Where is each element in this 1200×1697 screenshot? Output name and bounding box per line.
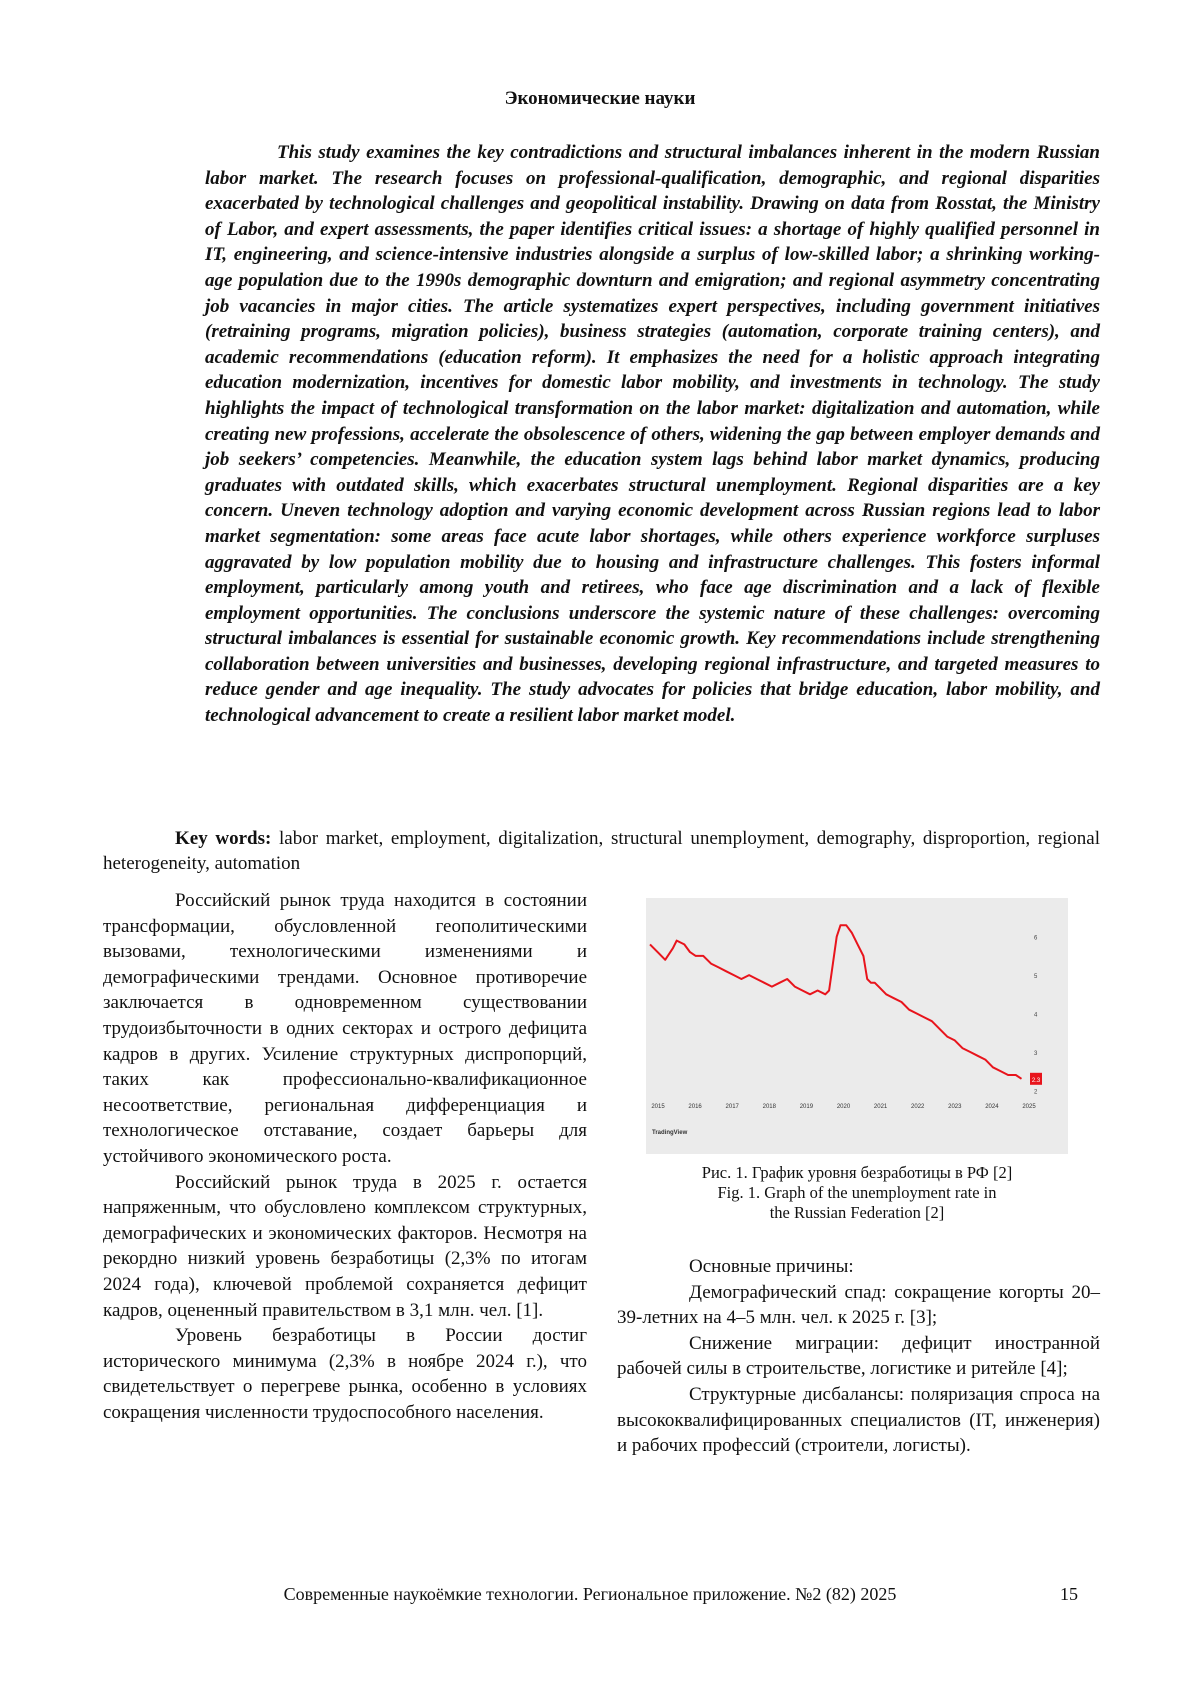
y-tick-label: 6	[1034, 935, 1038, 942]
x-tick-label: 2018	[762, 1104, 776, 1110]
unemployment-chart	[646, 898, 1068, 1154]
x-tick-label: 2022	[911, 1104, 925, 1110]
x-tick-label: 2016	[688, 1104, 702, 1110]
y-tick-label: 5	[1034, 974, 1038, 981]
keywords-text: labor market, employment, digitalization, structural unemployment, demography, disproportion, regional heterogeneity, automation	[103, 828, 1100, 874]
last-value-label: 2.3	[1031, 1077, 1041, 1084]
left-paragraph-3: Уровень безработицы в России достиг исторического минимума (2,3% в ноябре 2024 г.), что свидетельствует о перегреве рынка, особенно в условиях сокращения численности трудоспособного населения.	[103, 1325, 587, 1423]
x-tick-label: 2024	[985, 1104, 999, 1110]
x-tick-label: 2025	[1022, 1104, 1036, 1110]
x-tick-label: 2021	[873, 1104, 888, 1110]
page-number: 15	[1060, 1584, 1078, 1604]
left-paragraph-1: Российский рынок труда находится в состоянии трансформации, обусловленной геополитическими вызовами, технологическими изменениями и демографическими трендами. Основное противоречие заключается в одновременном существовании трудоизбыточности в одних секторах и острого дефицита кадров в других. Усиление структурных диспропорций, таких как профессионально-квалификационное несоответствие, региональная дифференциация и технологическое отставание, создает барьеры для устойчивого экономического роста.	[103, 890, 587, 1167]
right-column	[617, 1254, 1100, 1459]
section-title: Экономические науки	[504, 88, 696, 109]
x-tick-label: 2023	[948, 1104, 962, 1110]
figure-caption-ru: Рис. 1. График уровня безработицы в РФ [2]	[701, 1163, 1013, 1182]
abstract: This study examines the key contradictions and structural imbalances inherent in the modern Russian labor market. The research focuses on professional-qualification, demographic, and regional disparities exacerbated by technological challenges and geopolitical instability. Drawing on data from Rosstat, the Ministry of Labor, and expert assessments, the paper identifies critical issues: a shortage of highly qualified personnel in IT, engineering, and science-intensive industries alongside a surplus of low-skilled labor; a shrinking working-age population due to the 1990s demographic downturn and emigration; and regional asymmetry concentrating job vacancies in major cities. The article systematizes expert perspectives, including government initiatives (retraining programs, migration policies), business strategies (automation, corporate training centers), and academic recommendations (education reform). It emphasizes the need for a holistic approach integrating education modernization, incentives for domestic labor mobility, and investments in technology. The study highlights the impact of technological transformation on the labor market: digitalization and automation, while creating new professions, accelerate the obsolescence of others, widening the gap between employer demands and job seekers’ competencies. Meanwhile, the education system lags behind labor market dynamics, producing graduates with outdated skills, which exacerbates structural unemployment. Regional disparities are a key concern. Uneven technology adoption and varying economic development across Russian regions lead to labor market segmentation: some areas face acute labor shortages, while others experience workforce surpluses aggravated by low population mobility due to housing and infrastructure challenges. This fosters informal employment, particularly among youth and retirees, who face age discrimination and a lack of flexible employment opportunities. The conclusions underscore the systemic nature of these challenges: overcoming structural imbalances is essential for sustainable economic growth. Key recommendations include strengthening collaboration between universities and businesses, developing regional infrastructure, and targeted measures to reduce gender and age inequality. The study advocates for policies that bridge education, labor mobility, and technological advancement to create a resilient labor market model.	[205, 142, 1100, 727]
right-paragraph-4: Структурные дисбалансы: поляризация спроса на высококвалифицированных специалистов (IT, инженерия) и рабочих профессий (строители, логисты).	[617, 1383, 1100, 1457]
left-paragraph-2: Российский рынок труда в 2025 г. остается напряженным, что обусловлено комплексом структурных, демографических и экономических факторов. Несмотря на рекордно низкий уровень безработицы (2,3% по итогам 2024 года), ключевой проблемой сохраняется дефицит кадров, оцененный правительством в 3,1 млн. чел. [1].	[103, 1171, 587, 1321]
tradingview-watermark: TradingView	[652, 1130, 688, 1136]
figure-caption-en-line-1: Fig. 1. Graph of the unemployment rate in	[717, 1183, 997, 1202]
y-tick-label: 4	[1034, 1012, 1038, 1019]
footer-journal-title: Современные наукоёмкие технологии. Региональное приложение. №2 (82) 2025	[283, 1584, 897, 1604]
y-tick-label: 3	[1034, 1050, 1038, 1057]
x-tick-label: 2017	[725, 1104, 739, 1110]
x-tick-label: 2015	[651, 1104, 665, 1110]
right-paragraph-3: Снижение миграции: дефицит иностранной рабочей силы в строительстве, логистике и ритейле [4];	[617, 1332, 1100, 1380]
unemployment-series-line	[650, 925, 1022, 1079]
right-paragraph-2: Демографический спад: сокращение когорты 20–39-летних на 4–5 млн. чел. к 2025 г. [3];	[617, 1281, 1100, 1329]
x-tick-label: 2019	[799, 1104, 814, 1110]
keywords	[103, 826, 1100, 876]
right-paragraph-1: Основные причины:	[689, 1256, 854, 1277]
keywords-label: Key words:	[175, 828, 272, 849]
figure-caption-en-line-2: the Russian Federation [2]	[769, 1203, 945, 1222]
left-column	[103, 888, 587, 1425]
y-tick-label: 2	[1034, 1089, 1038, 1096]
unemployment-chart-figure	[646, 898, 1068, 1154]
figure-caption	[617, 1163, 1097, 1223]
x-tick-label: 2020	[836, 1104, 851, 1110]
